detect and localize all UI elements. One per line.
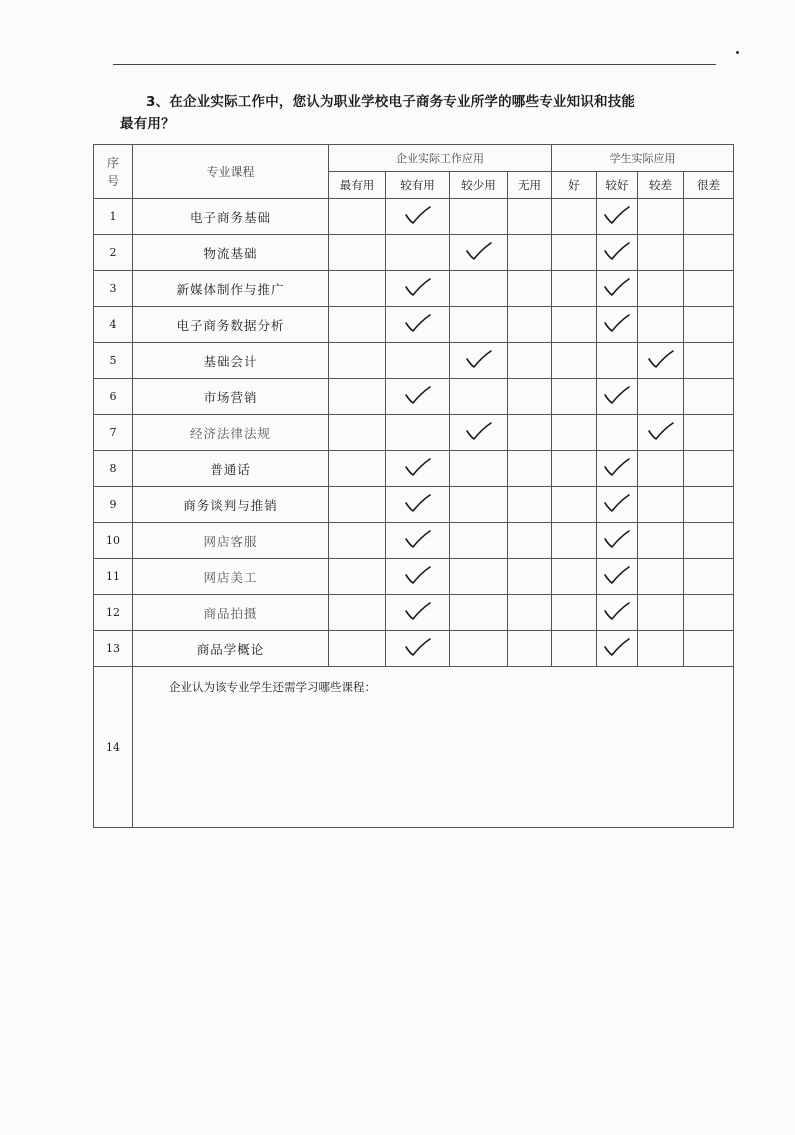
enterprise-level-most-useful: 最有用 xyxy=(329,172,386,199)
enterprise-rating-cell[interactable] xyxy=(450,631,508,667)
student-rating-cell[interactable] xyxy=(597,487,638,523)
student-rating-cell[interactable] xyxy=(597,271,638,307)
student-rating-cell[interactable] xyxy=(684,595,734,631)
course-name: 网店美工 xyxy=(133,559,329,595)
table-row xyxy=(94,559,734,595)
enterprise-rating-cell[interactable] xyxy=(450,343,508,379)
student-rating-cell[interactable] xyxy=(638,199,684,235)
check-mark-icon xyxy=(403,528,433,550)
student-rating-cell[interactable] xyxy=(552,271,597,307)
student-rating-cell[interactable] xyxy=(684,235,734,271)
enterprise-rating-cell[interactable] xyxy=(386,307,450,343)
enterprise-rating-cell[interactable] xyxy=(329,487,386,523)
enterprise-rating-cell[interactable] xyxy=(508,451,552,487)
row-number: 9 xyxy=(94,487,133,523)
enterprise-rating-cell[interactable] xyxy=(508,343,552,379)
enterprise-rating-cell[interactable] xyxy=(508,487,552,523)
check-mark-icon xyxy=(464,420,494,442)
student-rating-cell[interactable] xyxy=(597,343,638,379)
check-mark-icon xyxy=(403,600,433,622)
enterprise-rating-cell[interactable] xyxy=(386,523,450,559)
student-rating-cell[interactable] xyxy=(552,523,597,559)
row-number: 2 xyxy=(94,235,133,271)
student-rating-cell[interactable] xyxy=(638,451,684,487)
check-mark-icon xyxy=(464,240,494,262)
student-rating-cell[interactable] xyxy=(552,307,597,343)
header-rule xyxy=(113,64,716,65)
student-rating-cell[interactable] xyxy=(638,271,684,307)
enterprise-rating-cell[interactable] xyxy=(508,235,552,271)
check-mark-icon xyxy=(602,528,632,550)
enterprise-rating-cell[interactable] xyxy=(329,199,386,235)
course-name: 电子商务基础 xyxy=(133,199,329,235)
enterprise-group-header: 企业实际工作应用 xyxy=(329,145,552,172)
enterprise-rating-cell[interactable] xyxy=(450,559,508,595)
table-row xyxy=(94,307,734,343)
enterprise-rating-cell[interactable] xyxy=(450,595,508,631)
seq-header-char-1: 序 xyxy=(106,155,119,170)
course-name: 物流基础 xyxy=(133,235,329,271)
row-number: 5 xyxy=(94,343,133,379)
course-header: 专业课程 xyxy=(133,145,329,199)
enterprise-rating-cell[interactable] xyxy=(508,523,552,559)
question-text xyxy=(120,91,720,135)
student-rating-cell[interactable] xyxy=(597,235,638,271)
table-row xyxy=(94,451,734,487)
student-rating-cell[interactable] xyxy=(597,379,638,415)
course-name: 新媒体制作与推广 xyxy=(133,271,329,307)
check-mark-icon xyxy=(403,276,433,298)
enterprise-rating-cell[interactable] xyxy=(508,415,552,451)
enterprise-rating-cell[interactable] xyxy=(450,271,508,307)
check-mark-icon xyxy=(403,384,433,406)
question-line-1: 3、在企业实际工作中，您认为职业学校电子商务专业所学的哪些专业知识和技能 xyxy=(146,94,636,110)
course-name: 网店客服 xyxy=(133,523,329,559)
enterprise-rating-cell[interactable] xyxy=(386,559,450,595)
student-rating-cell[interactable] xyxy=(597,523,638,559)
enterprise-rating-cell[interactable] xyxy=(329,595,386,631)
student-rating-cell[interactable] xyxy=(552,415,597,451)
seq-header-char-2: 号 xyxy=(106,173,119,188)
check-mark-icon xyxy=(602,276,632,298)
row-number: 4 xyxy=(94,307,133,343)
student-rating-cell[interactable] xyxy=(597,415,638,451)
check-mark-icon xyxy=(602,240,632,262)
check-mark-icon xyxy=(602,636,632,658)
student-rating-cell[interactable] xyxy=(638,523,684,559)
table-row xyxy=(94,631,734,667)
header-row-1 xyxy=(94,145,734,172)
enterprise-rating-cell[interactable] xyxy=(450,379,508,415)
course-name: 商品学概论 xyxy=(133,631,329,667)
enterprise-level-fairly-useful: 较有用 xyxy=(386,172,450,199)
enterprise-rating-cell[interactable] xyxy=(329,307,386,343)
check-mark-icon xyxy=(403,492,433,514)
student-rating-cell[interactable] xyxy=(684,451,734,487)
additional-courses-prompt: 企业认为该专业学生还需学习哪些课程： xyxy=(169,680,376,694)
student-rating-cell[interactable] xyxy=(684,631,734,667)
enterprise-rating-cell[interactable] xyxy=(508,199,552,235)
row-number: 8 xyxy=(94,451,133,487)
enterprise-rating-cell[interactable] xyxy=(386,343,450,379)
check-mark-icon xyxy=(602,600,632,622)
table-row xyxy=(94,595,734,631)
enterprise-rating-cell[interactable] xyxy=(508,271,552,307)
enterprise-rating-cell[interactable] xyxy=(508,379,552,415)
student-rating-cell[interactable] xyxy=(552,451,597,487)
student-rating-cell[interactable] xyxy=(684,487,734,523)
student-rating-cell[interactable] xyxy=(638,487,684,523)
table-row xyxy=(94,235,734,271)
enterprise-rating-cell[interactable] xyxy=(450,451,508,487)
enterprise-level-rarely-used: 较少用 xyxy=(450,172,508,199)
check-mark-icon xyxy=(403,204,433,226)
student-rating-cell[interactable] xyxy=(684,379,734,415)
table-row xyxy=(94,271,734,307)
student-rating-cell[interactable] xyxy=(597,595,638,631)
enterprise-rating-cell[interactable] xyxy=(508,631,552,667)
seq-header xyxy=(94,145,133,199)
student-rating-cell[interactable] xyxy=(552,379,597,415)
student-rating-cell[interactable] xyxy=(638,235,684,271)
course-name: 基础会计 xyxy=(133,343,329,379)
table-row xyxy=(94,415,734,451)
check-mark-icon xyxy=(403,456,433,478)
enterprise-rating-cell[interactable] xyxy=(329,451,386,487)
course-name: 普通话 xyxy=(133,451,329,487)
table-row xyxy=(94,199,734,235)
student-rating-cell[interactable] xyxy=(638,631,684,667)
check-mark-icon xyxy=(602,204,632,226)
student-rating-cell[interactable] xyxy=(552,343,597,379)
check-mark-icon xyxy=(602,492,632,514)
check-mark-icon xyxy=(403,564,433,586)
check-mark-icon xyxy=(602,456,632,478)
enterprise-rating-cell[interactable] xyxy=(329,271,386,307)
row-number: 3 xyxy=(94,271,133,307)
table-row xyxy=(94,379,734,415)
check-mark-icon xyxy=(464,348,494,370)
student-rating-cell[interactable] xyxy=(597,199,638,235)
enterprise-rating-cell[interactable] xyxy=(329,235,386,271)
enterprise-rating-cell[interactable] xyxy=(386,451,450,487)
student-rating-cell[interactable] xyxy=(638,595,684,631)
enterprise-rating-cell[interactable] xyxy=(450,523,508,559)
enterprise-rating-cell[interactable] xyxy=(386,487,450,523)
course-name: 商品拍摄 xyxy=(133,595,329,631)
student-rating-cell[interactable] xyxy=(684,415,734,451)
additional-courses-field[interactable] xyxy=(133,667,734,828)
enterprise-rating-cell[interactable] xyxy=(508,595,552,631)
check-mark-icon xyxy=(602,384,632,406)
student-rating-cell[interactable] xyxy=(684,271,734,307)
enterprise-rating-cell[interactable] xyxy=(329,559,386,595)
row-number: 1 xyxy=(94,199,133,235)
student-rating-cell[interactable] xyxy=(552,559,597,595)
student-rating-cell[interactable] xyxy=(597,451,638,487)
enterprise-rating-cell[interactable] xyxy=(386,235,450,271)
student-rating-cell[interactable] xyxy=(638,379,684,415)
student-rating-cell[interactable] xyxy=(638,559,684,595)
student-rating-cell[interactable] xyxy=(597,631,638,667)
enterprise-rating-cell[interactable] xyxy=(450,487,508,523)
course-name: 市场营销 xyxy=(133,379,329,415)
student-level-fairly-good: 较好 xyxy=(597,172,638,199)
scan-speck xyxy=(736,51,739,54)
course-name: 电子商务数据分析 xyxy=(133,307,329,343)
enterprise-rating-cell[interactable] xyxy=(450,307,508,343)
student-rating-cell[interactable] xyxy=(552,631,597,667)
check-mark-icon xyxy=(602,564,632,586)
row-number: 11 xyxy=(94,559,133,595)
row-number: 14 xyxy=(94,667,133,828)
student-level-very-poor: 很差 xyxy=(684,172,734,199)
student-rating-cell[interactable] xyxy=(684,199,734,235)
student-rating-cell[interactable] xyxy=(638,307,684,343)
student-level-poor: 较差 xyxy=(638,172,684,199)
check-mark-icon xyxy=(602,312,632,334)
student-group-header: 学生实际应用 xyxy=(552,145,734,172)
enterprise-rating-cell[interactable] xyxy=(450,199,508,235)
check-mark-icon xyxy=(646,420,676,442)
enterprise-rating-cell[interactable] xyxy=(386,271,450,307)
student-rating-cell[interactable] xyxy=(638,415,684,451)
row-number: 12 xyxy=(94,595,133,631)
note-row xyxy=(94,667,734,828)
row-number: 7 xyxy=(94,415,133,451)
student-rating-cell[interactable] xyxy=(552,487,597,523)
student-rating-cell[interactable] xyxy=(684,343,734,379)
student-rating-cell[interactable] xyxy=(597,307,638,343)
enterprise-rating-cell[interactable] xyxy=(450,415,508,451)
row-number: 6 xyxy=(94,379,133,415)
student-rating-cell[interactable] xyxy=(638,343,684,379)
question-line-2: 最有用？ xyxy=(120,116,175,132)
student-rating-cell[interactable] xyxy=(552,235,597,271)
enterprise-rating-cell[interactable] xyxy=(386,379,450,415)
enterprise-rating-cell[interactable] xyxy=(508,559,552,595)
course-name: 经济法律法规 xyxy=(133,415,329,451)
course-name: 商务谈判与推销 xyxy=(133,487,329,523)
enterprise-rating-cell[interactable] xyxy=(386,199,450,235)
enterprise-rating-cell[interactable] xyxy=(329,379,386,415)
student-rating-cell[interactable] xyxy=(684,307,734,343)
row-number: 13 xyxy=(94,631,133,667)
table-row xyxy=(94,487,734,523)
enterprise-rating-cell[interactable] xyxy=(450,235,508,271)
row-number: 10 xyxy=(94,523,133,559)
enterprise-rating-cell[interactable] xyxy=(329,343,386,379)
enterprise-rating-cell[interactable] xyxy=(329,523,386,559)
student-rating-cell[interactable] xyxy=(552,595,597,631)
student-rating-cell[interactable] xyxy=(552,199,597,235)
check-mark-icon xyxy=(646,348,676,370)
enterprise-rating-cell[interactable] xyxy=(329,415,386,451)
check-mark-icon xyxy=(403,312,433,334)
enterprise-rating-cell[interactable] xyxy=(386,595,450,631)
student-level-good: 好 xyxy=(552,172,597,199)
student-rating-cell[interactable] xyxy=(684,523,734,559)
student-rating-cell[interactable] xyxy=(684,559,734,595)
enterprise-rating-cell[interactable] xyxy=(508,307,552,343)
student-rating-cell[interactable] xyxy=(597,559,638,595)
check-mark-icon xyxy=(403,636,433,658)
enterprise-rating-cell[interactable] xyxy=(386,631,450,667)
enterprise-rating-cell[interactable] xyxy=(329,631,386,667)
enterprise-rating-cell[interactable] xyxy=(386,415,450,451)
table-row xyxy=(94,523,734,559)
enterprise-level-useless: 无用 xyxy=(508,172,552,199)
table-row xyxy=(94,343,734,379)
survey-table xyxy=(93,144,734,828)
